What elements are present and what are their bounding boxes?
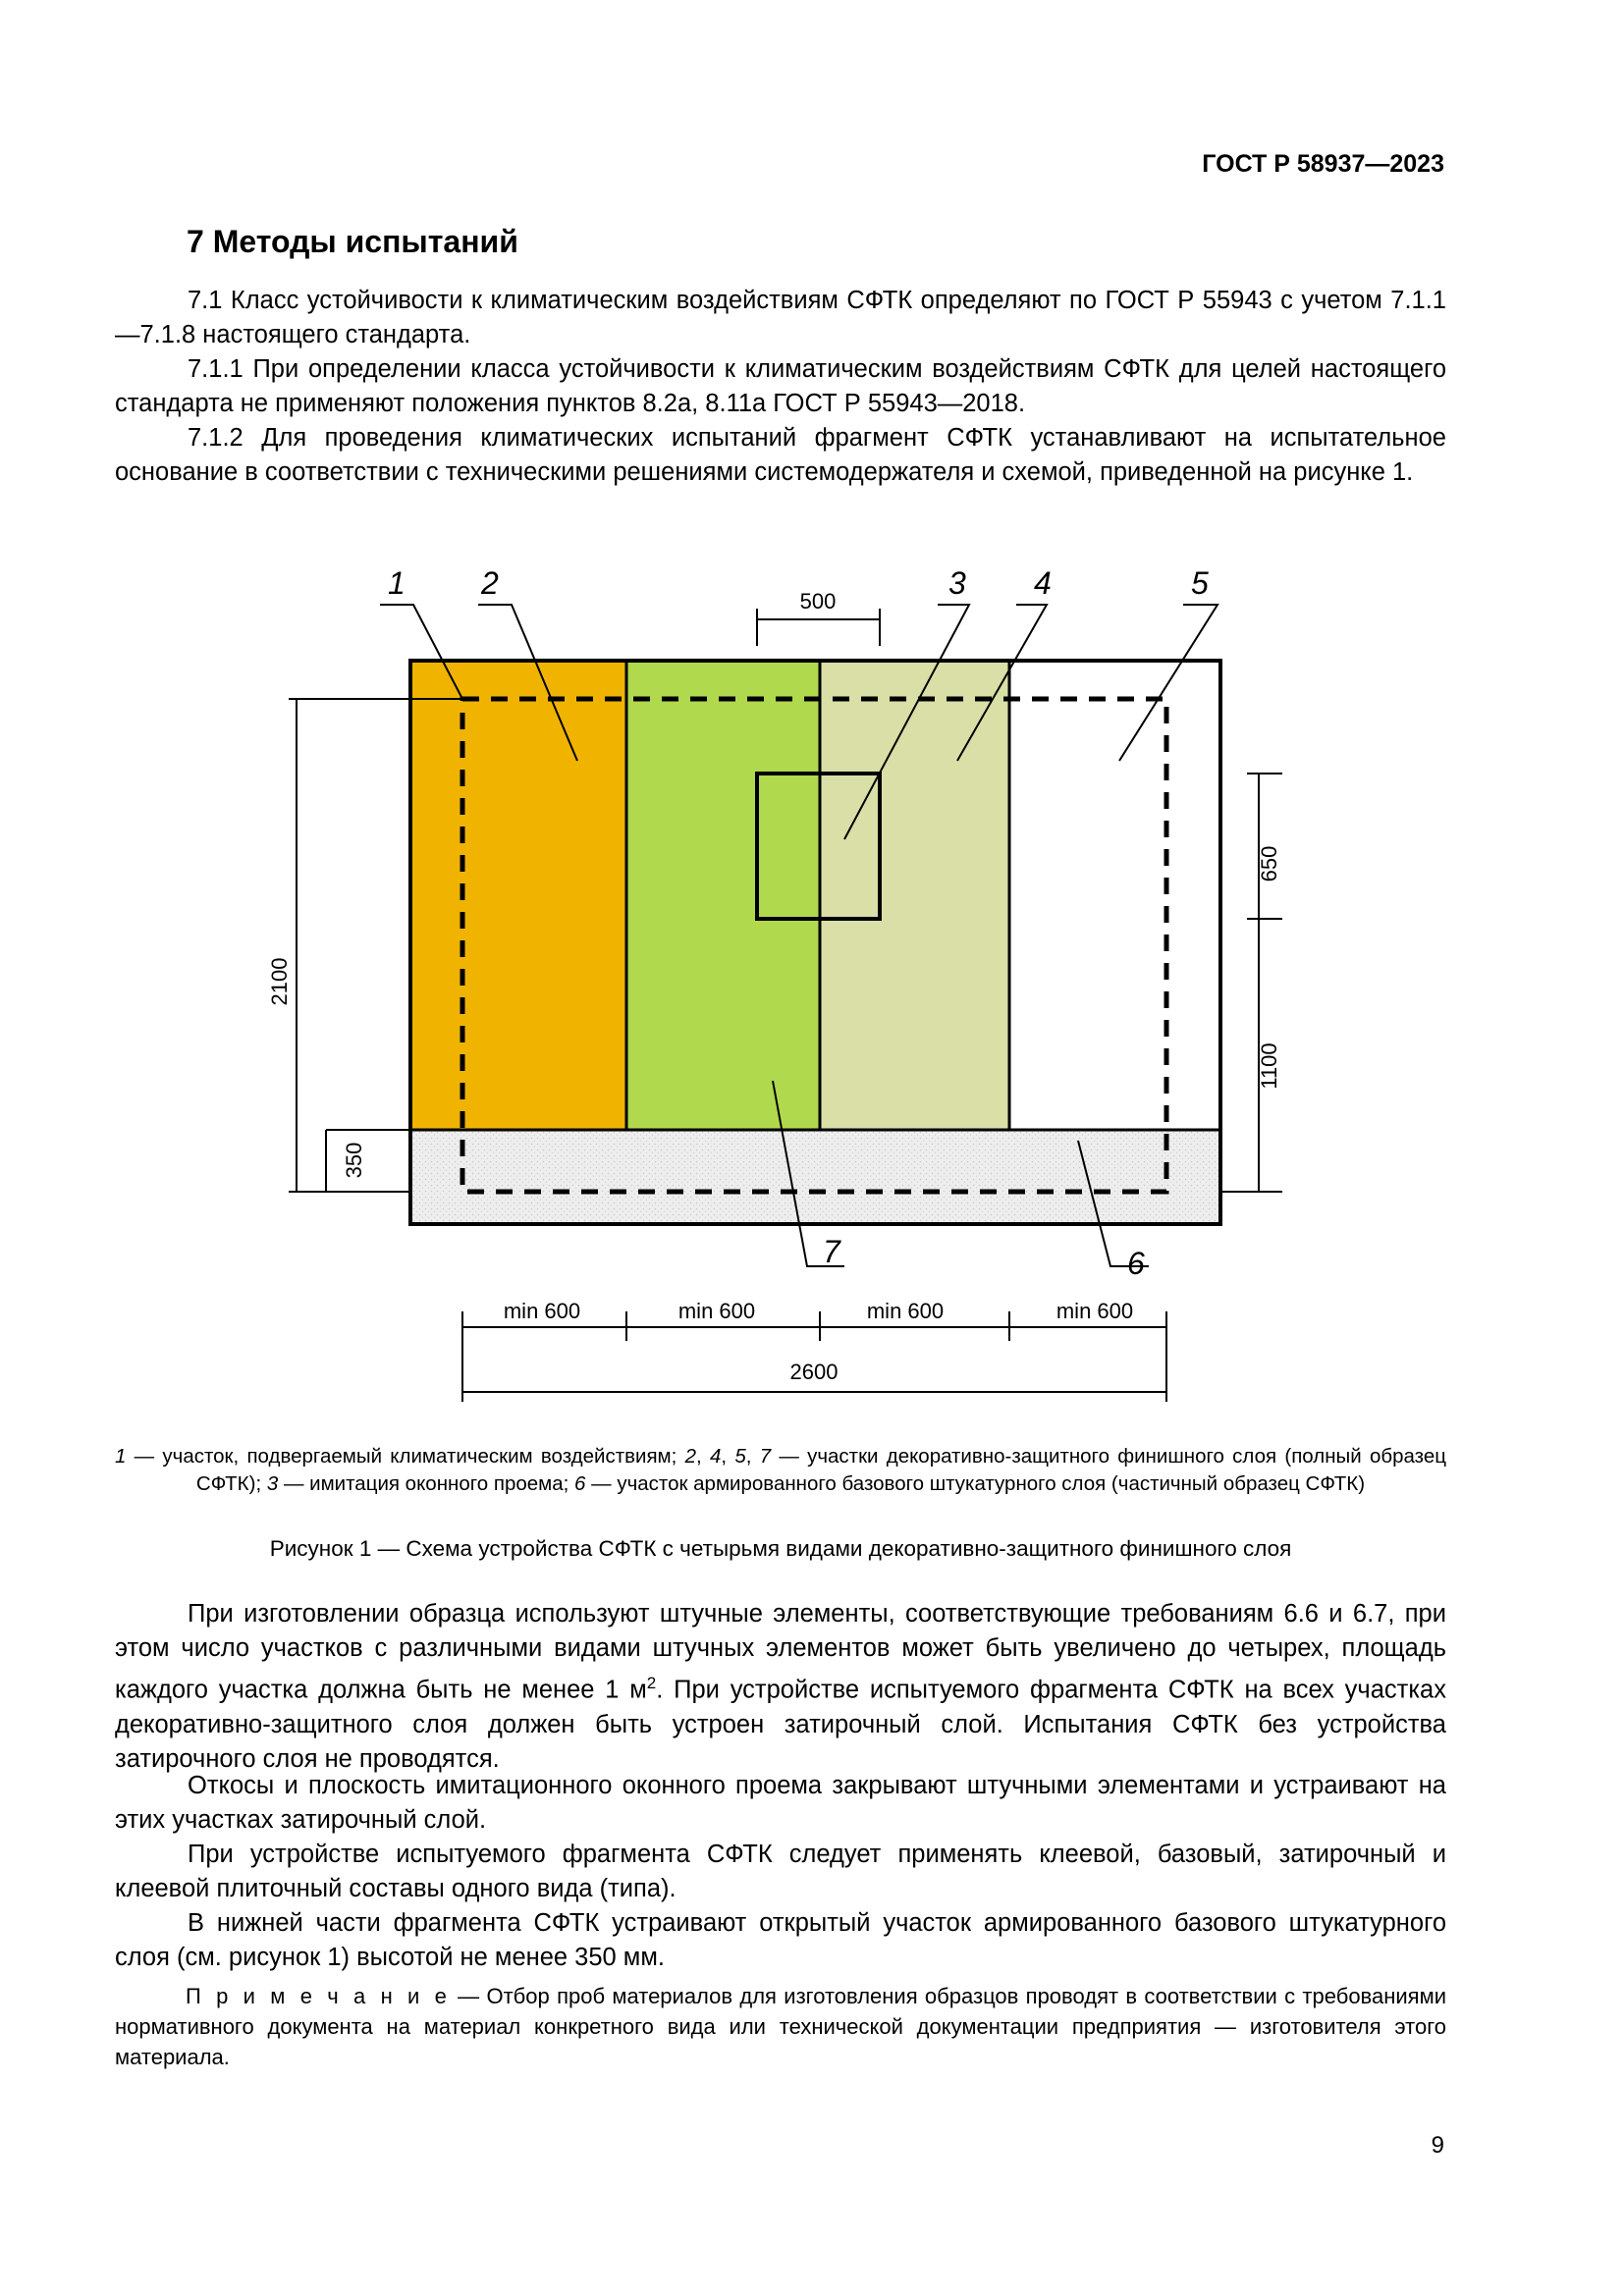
dim-650-label: 650 [1257,845,1281,882]
callout-6: 6 [1127,1246,1145,1281]
paragraph-7-1-1: 7.1.1 При определении класса устойчивости к климатическим воздействиям СФТК для целей настоящего стандарта не применяют положения пунктов 8.2а, 8.11а ГОСТ Р 55943—2018. [115,355,1446,417]
note-label: П р и м е ч а н и е [186,1984,451,2008]
figure-1-diagram [0,550,1624,1433]
zone-3-pale-green [820,661,1009,1130]
body-paragraph-4: В нижней части фрагмента СФТК устраивают открытый участок армированного базового штукатурного слоя (см. рисунок 1) высотой не менее 350 мм. [115,1909,1446,1971]
note-block [115,1981,1446,2072]
dim-1100-label: 1100 [1257,1042,1281,1090]
callout-5: 5 [1191,565,1209,601]
note-text: — Отбор проб материалов для изготовления образцов проводят в соответствии с требованиями нормативного документа на материал конкретного вида или технической документации предприятия — изготовителя этого материала. [115,1984,1446,2069]
callout-1: 1 [388,565,406,601]
dim-min600-label-4: min 600 [1056,1299,1134,1323]
body-paragraph-2: Откосы и плоскость имитационного оконного проема закрывают штучными элементами и устраивают на этих участках затирочный слой. [115,1772,1446,1834]
document-id: ГОСТ Р 58937—2023 [1202,150,1444,178]
base-layer-zone [410,1130,1220,1224]
zone-2-green [626,661,820,1130]
paragraph-7-1: 7.1 Класс устойчивости к климатическим воздействиям СФТК определяют по ГОСТ Р 55943 с учетом 7.1.1—7.1.8 настоящего стандарта. [115,287,1446,348]
callout-7: 7 [823,1234,840,1269]
figure-legend: 1 — участок, подвергаемый климатическим воздействиям; 2, 4, 5, 7 — участки декоративно-защитного финишного слоя (полный образец СФТК); 3 — имитация оконного проема; 6 — участок армированного базового штукатурного слоя (частичный образец СФТК) [115,1445,1446,1495]
page-number: 9 [1431,2132,1444,2159]
callout-2: 2 [481,565,499,601]
body-paragraph-1: При изготовлении образца используют штучные элементы, соответствующие требованиям 6.6 и 6.7, при этом число участков с различными видами штучных элементов может быть увеличено до четырех, площадь каждого участка должна быть не менее 1 $м^2$. При устройстве испытуемого фрагмента СФТК на всех участках декоративно-защитного слоя должен быть устроен затирочный слой. Испытания СФТК без устройства затирочного слоя не проводятся. [115,1600,1446,1773]
zone-4-white [1009,661,1220,1130]
section-title: 7 Методы испытаний [187,224,518,259]
callout-4: 4 [1034,565,1052,601]
paragraph-7-1-2: 7.1.2 Для проведения климатических испытаний фрагмент СФТК устанавливают на испытательное основание в соответствии с техническими решениями системодержателя и схемой, приведенной на рисунке 1. [115,424,1446,486]
dim-350-label: 350 [342,1142,366,1179]
dim-2100-label: 2100 [267,957,292,1006]
dim-min600-label-1: min 600 [503,1299,581,1323]
dim-min600-label-3: min 600 [866,1299,945,1323]
dim-500-label: 500 [799,589,837,614]
body-paragraph-3: При устройстве испытуемого фрагмента СФТК следует применять клеевой, базовый, затирочный и клеевой плиточный составы одного вида (типа). [115,1841,1446,1902]
callout-3: 3 [948,565,966,601]
dim-min600-label-2: min 600 [677,1299,756,1323]
figure-caption: Рисунок 1 — Схема устройства СФТК с четырьмя видами декоративно-защитного финишного слоя [269,1536,1292,1561]
zone-1-orange [410,661,626,1130]
dim-2600-label: 2600 [789,1360,839,1384]
